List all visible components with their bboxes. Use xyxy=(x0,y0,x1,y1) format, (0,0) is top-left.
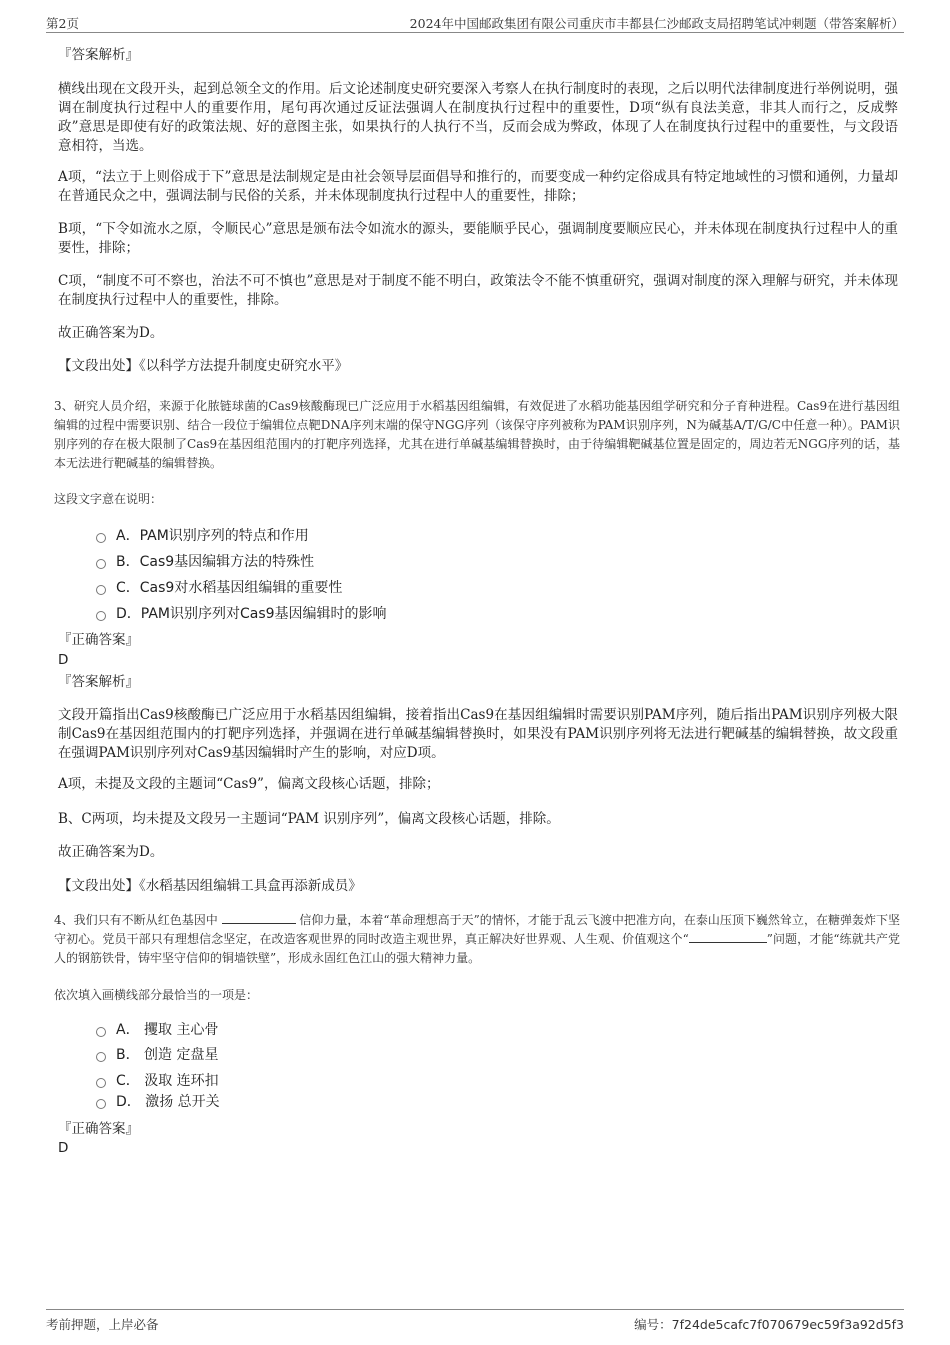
q4-option-c[interactable]: C． 汲取 连环扣 xyxy=(96,1072,219,1090)
footer-note: 考前押题，上岸必备 xyxy=(46,1317,159,1332)
q2-option-b-explanation: B项，“下令如流水之原，令顺民心”意思是颁布法令如流水的源头，要能顺乎民心，强调制度要顺应民心，并未体现在制度执行过程中人的重要性，排除； xyxy=(58,221,898,256)
fill-blank-2[interactable] xyxy=(689,930,767,943)
radio-button[interactable] xyxy=(96,1078,106,1088)
q3-option-a-explanation: A项，未提及文段的主题词“Cas9”，偏离文段核心话题，排除； xyxy=(58,776,440,792)
q2-conclusion: 故正确答案为D。 xyxy=(58,325,164,341)
q4-option-b[interactable]: B． 创造 定盘星 xyxy=(96,1046,219,1064)
radio-button[interactable] xyxy=(96,1052,106,1062)
document-title: 2024年中国邮政集团有限公司重庆市丰都县仁沙邮政支局招聘笔试冲刺题（带答案解析） xyxy=(409,16,904,31)
radio-button[interactable] xyxy=(96,611,106,621)
q3-answer-marker: 『正确答案』 xyxy=(58,632,139,648)
q3-option-c[interactable]: C．Cas9对水稻基因组编辑的重要性 xyxy=(96,579,342,597)
q2-option-c-explanation: C项，“制度不可不察也，治法不可不慎也”意思是对于制度不能不明白，政策法令不能不慎重研究，强调对制度的深入理解与研究，并未体现在制度执行过程中人的重要性，排除。 xyxy=(58,273,898,308)
radio-button[interactable] xyxy=(96,1099,106,1109)
radio-button[interactable] xyxy=(96,1027,106,1037)
q3-source: 【文段出处】《水稻基因组编辑工具盒再添新成员》 xyxy=(58,878,362,894)
radio-button[interactable] xyxy=(96,585,106,595)
q4-answer: D xyxy=(58,1140,69,1156)
q2-analysis-marker: 『答案解析』 xyxy=(58,47,139,63)
q3-option-d[interactable]: D．PAM识别序列对Cas9基因编辑时的影响 xyxy=(96,605,387,623)
q4-stem: 4、我们只有不断从红色基因中 信仰力量，本着“革命理想高于天”的情怀，才能于乱云飞渡中把准方向，在泰山压顶下巍然耸立，在糖弹轰炸下坚守初心。党员干部只有理想信念坚定，在改造客观世界的同时改造主观世界，真正解决好世界观、人生观、价值观这个“ ”问题，才能“练就共产党人的钢筋铁骨，铸牢坚守信仰的铜墙铁壁”，形成永固红色江山的强大精神力量。 xyxy=(54,913,900,965)
fill-blank-1[interactable] xyxy=(222,911,296,924)
q3-answer: D xyxy=(58,652,69,668)
q3-prompt: 这段文字意在说明： xyxy=(54,492,163,506)
page-number: 第2页 xyxy=(46,16,79,31)
page-footer xyxy=(46,1309,904,1332)
page-header xyxy=(46,12,904,33)
q3-analysis-marker: 『答案解析』 xyxy=(58,674,139,690)
q2-analysis: 横线出现在文段开头，起到总领全文的作用。后文论述制度史研究要深入考察人在执行制度时的表现，之后以明代法律制度进行举例说明，强调在制度执行过程中人的重要作用，尾句再次通过反证法强调人在制度执行过程中的重要性，D项“纵有良法美意，非其人而行之，反成弊政”意思是即使有好的政策法规、好的意图主张，如果执行的人执行不当，反而会成为弊政，体现了人在制度执行过程中的重要性，与文段语意相符，当选。 xyxy=(58,81,898,154)
q3-option-a[interactable]: A．PAM识别序列的特点和作用 xyxy=(96,527,309,545)
q3-option-bc-explanation: B、C两项，均未提及文段另一主题词“PAM 识别序列”，偏离文段核心话题，排除。 xyxy=(58,811,560,827)
q4-option-d[interactable]: D． 激扬 总开关 xyxy=(96,1093,220,1111)
q2-option-a-explanation: A项，“法立于上则俗成于下”意思是法制规定是由社会领导层面倡导和推行的，而要变成一种约定俗成具有特定地域性的习惯和通例，力量却在普通民众之中，强调法制与民俗的关系，并未体现制度执行过程中人的重要性，排除； xyxy=(58,169,898,204)
document-code: 编号：7f24de5cafc7f070679ec59f3a92d5f3 xyxy=(634,1317,904,1332)
q4-answer-marker: 『正确答案』 xyxy=(58,1121,139,1137)
q3-conclusion: 故正确答案为D。 xyxy=(58,844,164,860)
q2-source: 【文段出处】《以科学方法提升制度史研究水平》 xyxy=(58,358,349,374)
q3-option-b[interactable]: B．Cas9基因编辑方法的特殊性 xyxy=(96,553,314,571)
radio-button[interactable] xyxy=(96,559,106,569)
q4-option-a[interactable]: A． 攫取 主心骨 xyxy=(96,1021,218,1039)
q4-prompt: 依次填入画横线部分最恰当的一项是： xyxy=(54,988,259,1002)
radio-button[interactable] xyxy=(96,533,106,543)
q3-stem: 3、研究人员介绍，来源于化脓链球菌的Cas9核酸酶现已广泛应用于水稻基因组编辑，有效促进了水稻功能基因组学研究和分子育种进程。Cas9在进行基因组编辑的过程中需要识别、结合一段位于编辑位点靶DNA序列末端的保守NGG序列（该保守序列被称为PAM识别序列，N为碱基A/T/G/C中任意一种）。PAM识别序列的存在极大限制了Cas9在基因组范围内的打靶序列选择，尤其在进行单碱基编辑替换时，由于待编辑靶碱基位置是固定的，周边若无NGG序列的话，基本无法进行靶碱基的编辑替换。 xyxy=(54,399,900,470)
q3-analysis: 文段开篇指出Cas9核酸酶已广泛应用于水稻基因组编辑，接着指出Cas9在基因组编辑时需要识别PAM序列，随后指出PAM识别序列极大限制Cas9在基因组范围内的打靶序列选择，并强调在进行单碱基编辑替换时，如果没有PAM识别序列将无法进行靶碱基的编辑替换，故文段重在强调PAM识别序列对Cas9基因编辑时产生的影响，对应D项。 xyxy=(58,707,898,761)
